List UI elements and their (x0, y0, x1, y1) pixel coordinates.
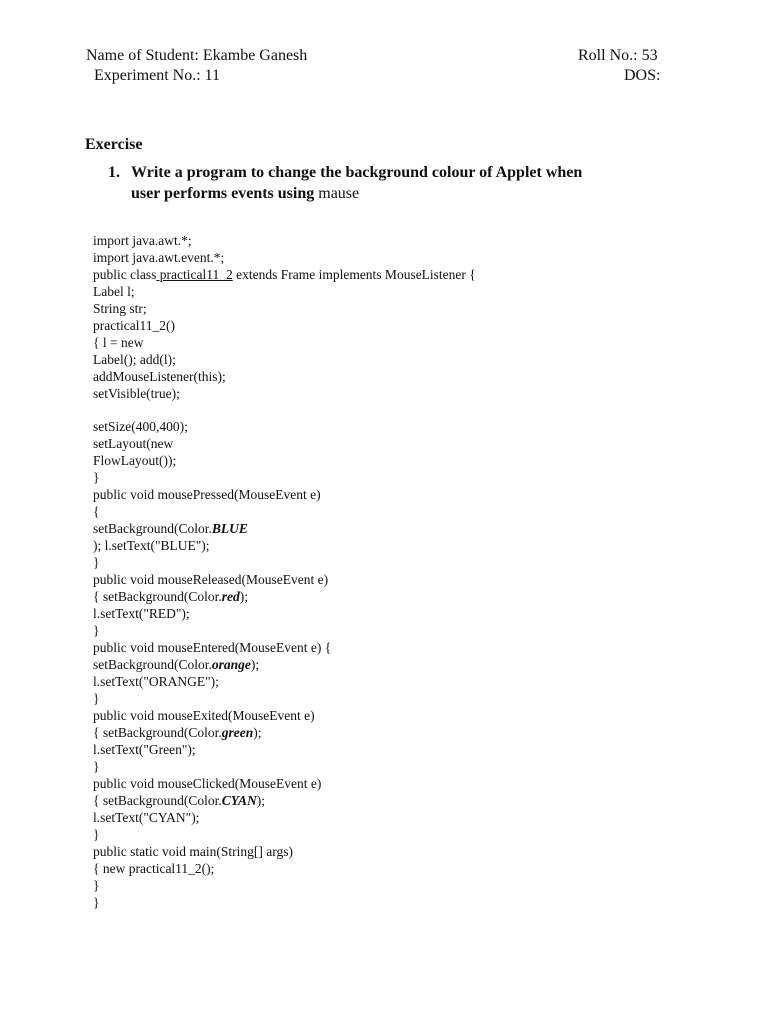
code-fragment: extends Frame implements MouseListener { (232, 267, 476, 282)
code-line: setLayout(new (93, 436, 174, 451)
code-class-name: practical11_2 (156, 267, 233, 282)
code-line: Label(); add(l); (93, 352, 176, 367)
code-line: public void mouseEntered(MouseEvent e) { (93, 640, 332, 655)
code-fragment: { setBackground(Color. (93, 589, 222, 604)
code-line: public void mouseReleased(MouseEvent e) (93, 572, 329, 587)
code-color-constant: CYAN (221, 793, 257, 808)
code-line: } (93, 555, 100, 570)
code-line (93, 792, 476, 809)
code-line: ); l.setText("BLUE"); (93, 538, 210, 553)
code-blank-line (93, 402, 476, 418)
code-line: } (93, 691, 100, 706)
code-line: } (93, 895, 100, 910)
code-line: setVisible(true); (93, 386, 180, 401)
question-line-2-rest: mause (318, 185, 360, 202)
question-line-2 (108, 183, 668, 204)
code-fragment: { setBackground(Color. (93, 725, 222, 740)
question-line-1: Write a program to change the background colour of Applet when (131, 164, 583, 181)
code-line: } (93, 878, 100, 893)
code-line (93, 266, 476, 283)
code-color-constant: green (221, 725, 254, 740)
code-line (93, 588, 476, 605)
roll-number: Roll No.: 53 (578, 47, 658, 64)
code-line: import java.awt.*; (93, 233, 192, 248)
exercise-question (108, 162, 668, 204)
code-listing (93, 232, 476, 911)
code-fragment: public class (93, 267, 157, 282)
code-line: public void mouseExited(MouseEvent e) (93, 708, 315, 723)
date-of-submission: DOS: (624, 67, 661, 84)
code-line: { l = new (93, 335, 144, 350)
code-color-constant: red (221, 589, 240, 604)
code-line: practical11_2() (93, 318, 175, 333)
code-line: } (93, 827, 100, 842)
code-fragment: ); (256, 793, 265, 808)
code-fragment: ); (239, 589, 248, 604)
code-line: String str; (93, 301, 147, 316)
code-line: { (93, 504, 100, 519)
code-line: addMouseListener(this); (93, 369, 226, 384)
code-line: public static void main(String[] args) (93, 844, 293, 859)
code-color-constant: BLUE (211, 521, 248, 536)
code-line (93, 724, 476, 741)
code-line: FlowLayout()); (93, 453, 177, 468)
code-line: public void mouseClicked(MouseEvent e) (93, 776, 322, 791)
code-fragment: ); (253, 725, 262, 740)
code-fragment: setBackground(Color. (93, 521, 212, 536)
code-fragment: setBackground(Color. (93, 657, 212, 672)
experiment-number: Experiment No.: 11 (94, 67, 221, 84)
code-line: } (93, 759, 100, 774)
code-line: import java.awt.event.*; (93, 250, 225, 265)
question-line-2-bold: user performs events using (131, 185, 315, 202)
code-line: l.setText("Green"); (93, 742, 196, 757)
code-line: } (93, 470, 100, 485)
code-line: setSize(400,400); (93, 419, 188, 434)
code-line (93, 520, 476, 537)
code-line: l.setText("RED"); (93, 606, 190, 621)
code-line: l.setText("CYAN"); (93, 810, 200, 825)
code-line: Label l; (93, 284, 135, 299)
code-line: l.setText("ORANGE"); (93, 674, 219, 689)
student-name: Name of Student: Ekambe Ganesh (86, 47, 308, 64)
exercise-heading: Exercise (85, 136, 143, 153)
code-fragment: { setBackground(Color. (93, 793, 222, 808)
code-line: } (93, 623, 100, 638)
code-line: public void mousePressed(MouseEvent e) (93, 487, 321, 502)
code-line (93, 656, 476, 673)
question-number: 1. (108, 164, 120, 181)
code-fragment: ); (250, 657, 260, 672)
code-line: { new practical11_2(); (93, 861, 215, 876)
code-color-constant: orange (211, 657, 251, 672)
